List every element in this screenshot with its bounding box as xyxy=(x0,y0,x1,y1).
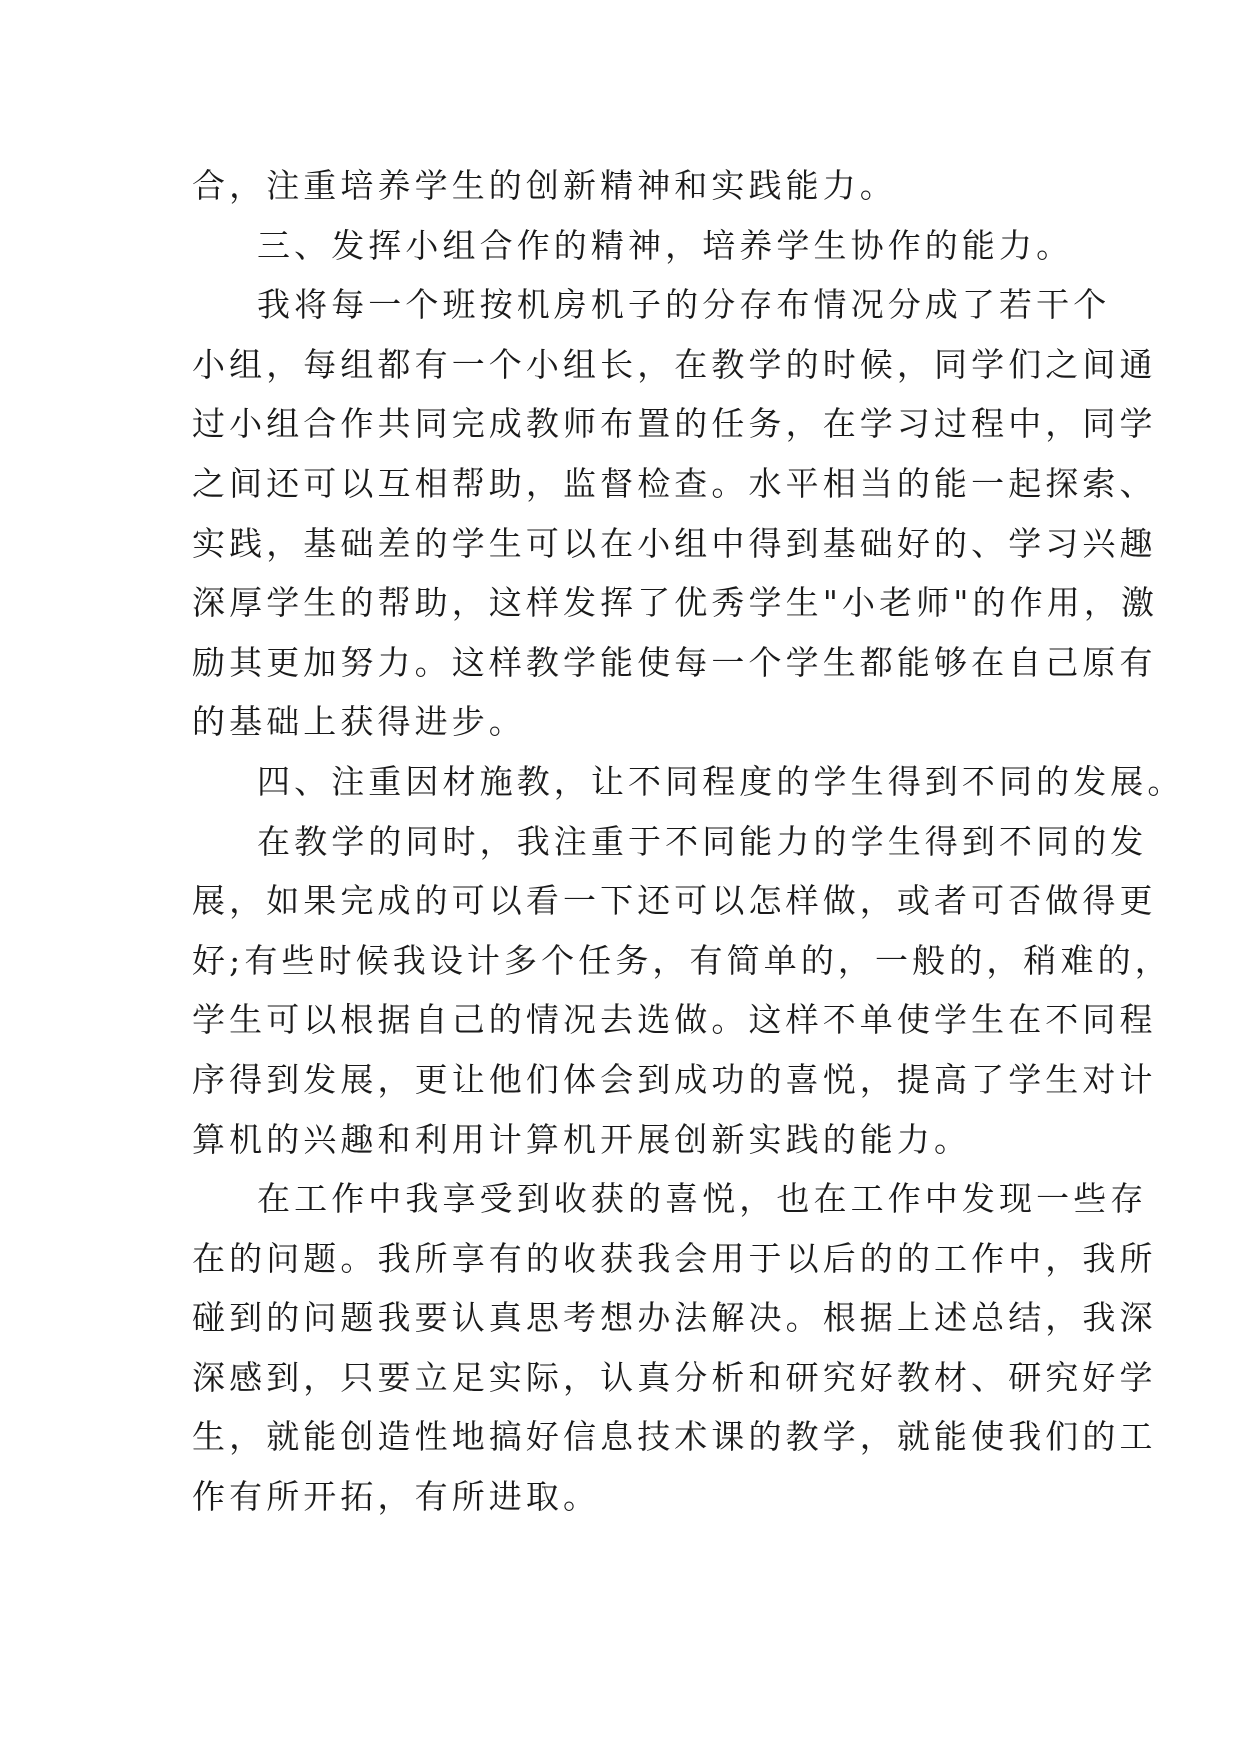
section-heading-4: 四、注重因材施教，让不同程度的学生得到不同的发展。 xyxy=(257,761,1185,801)
text-line-7: 实践，基础差的学生可以在小组中得到基础好的、学习兴趣 xyxy=(192,523,1157,563)
text-line-19: 在的问题。我所享有的收获我会用于以后的的工作中，我所 xyxy=(192,1238,1157,1278)
text-line-12: 在教学的同时，我注重于不同能力的学生得到不同的发 xyxy=(257,821,1148,861)
text-line-8: 深厚学生的帮助，这样发挥了优秀学生"小老师"的作用，激 xyxy=(192,583,1159,623)
text-line-5: 过小组合作共同完成教师布置的任务，在学习过程中，同学 xyxy=(192,404,1157,444)
text-line-10: 的基础上获得进步。 xyxy=(192,702,526,742)
text-line-9: 励其更加努力。这样教学能使每一个学生都能够在自己原有 xyxy=(192,642,1157,682)
text-line-20: 碰到的问题我要认真思考想办法解决。根据上述总结，我深 xyxy=(192,1298,1157,1338)
text-line-6: 之间还可以互相帮助，监督检查。水平相当的能一起探索、 xyxy=(192,463,1157,503)
text-line-14: 好;有些时候我设计多个任务，有简单的，一般的，稍难的， xyxy=(192,940,1172,980)
text-line-4: 小组，每组都有一个小组长，在教学的时候，同学们之间通 xyxy=(192,344,1157,384)
section-heading-3: 三、发挥小组合作的精神，培养学生协作的能力。 xyxy=(257,225,1074,265)
text-line-22: 生，就能创造性地搞好信息技术课的教学，就能使我们的工 xyxy=(192,1417,1157,1457)
text-line-17: 算机的兴趣和利用计算机开展创新实践的能力。 xyxy=(192,1119,972,1159)
text-line-3: 我将每一个班按机房机子的分存布情况分成了若干个 xyxy=(257,285,1111,325)
text-line-23: 作有所开拓，有所进取。 xyxy=(192,1477,601,1517)
text-line-15: 学生可以根据自己的情况去选做。这样不单使学生在不同程 xyxy=(192,1000,1157,1040)
document-body xyxy=(192,156,1185,1527)
text-line-18: 在工作中我享受到收获的喜悦，也在工作中发现一些存 xyxy=(257,1179,1148,1219)
text-line-16: 序得到发展，更让他们体会到成功的喜悦，提高了学生对计 xyxy=(192,1059,1157,1099)
text-line-1: 合，注重培养学生的创新精神和实践能力。 xyxy=(192,166,897,205)
text-line-21: 深感到，只要立足实际，认真分析和研究好教材、研究好学 xyxy=(192,1357,1157,1397)
text-line-13: 展，如果完成的可以看一下还可以怎样做，或者可否做得更 xyxy=(192,881,1157,921)
